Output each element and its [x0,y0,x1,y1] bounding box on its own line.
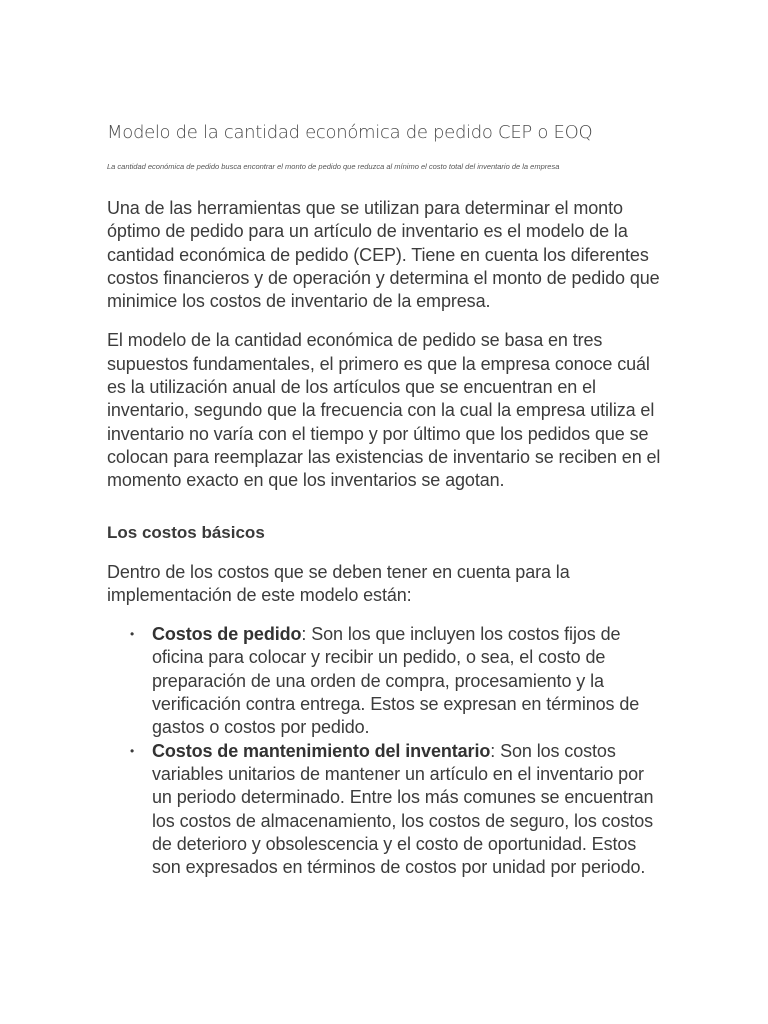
paragraph-assumptions: El modelo de la cantidad económica de pedido se basa en tres supuestos fundamentales, el primero es que la empresa conoce cuál es la utilización anual de los artículos que se encuentran en el inventario, segundo que la frecuencia con la cual la empresa utiliza el inventario no varía con el tiempo y por último que los pedidos que se colocan para reemplazar las existencias de inventario se reciben en el momento exacto en que los inventarios se agotan. [107,330,661,491]
list-item-term: Costos de pedido [152,624,302,645]
document-subtitle: La cantidad económica de pedido busca encontrar el monto de pedido que reduzca al mínimo el costo total del inventario de la empresa [107,162,560,171]
bullet-icon: • [130,627,135,642]
list-item-term: Costos de mantenimiento del inventario [152,740,491,761]
cost-list [107,623,667,879]
list-item-text: : Son los que incluyen los costos fijos de oficina para colocar y recibir un pedido, o sea, el costo de preparación de una orden de compra, procesamiento y la verificación contra entrega. Estos se expresan en términos de gastos o costos por pedido. [152,624,640,738]
document-page [107,120,667,879]
section-intro: Dentro de los costos que se deben tener en cuenta para la implementación de este modelo están: [107,561,570,605]
document-title: Modelo de la cantidad económica de pedido CEP o EOQ [107,122,593,143]
list-item [130,623,667,739]
list-item-text: : Son los costos variables unitarios de mantener un artículo en el inventario por un periodo determinado. Entre los más comunes se encuentran los costos de almacenamiento, los costos de seguro, los costos de deterioro y obsolescencia y el costo de oportunidad. Estos son expresados en términos de costos por unidad por periodo. [152,740,654,878]
bullet-icon: • [130,743,135,758]
section-heading: Los costos básicos [107,522,265,542]
paragraph-intro: Una de las herramientas que se utilizan para determinar el monto óptimo de pedido para un artículo de inventario es el modelo de la cantidad económica de pedido (CEP). Tiene en cuenta los diferentes costos financieros y de operación y determina el monto de pedido que minimice los costos de inventario de la empresa. [107,198,660,312]
list-item [130,740,667,880]
